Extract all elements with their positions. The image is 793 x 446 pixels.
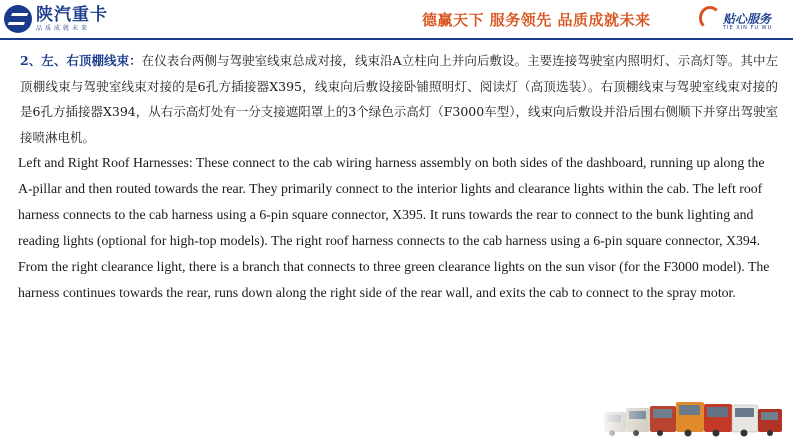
logo-text (36, 4, 108, 32)
slide-content (20, 48, 778, 306)
brand-name: 贴心服务 (723, 12, 772, 26)
logo-title: 陕汽重卡 (36, 4, 108, 25)
chinese-body-text: 在仪表台两侧与驾驶室线束总成对接，线束沿A立柱向上并向后敷设。主要连接驾驶室内照明灯、示高灯等。其中左顶棚线束与驾驶室线束对接的是6孔方插接器X395，线束向后敷设接卧铺照明灯、阅读灯（高顶选装）。右顶棚线束与驾驶室线束对接的是6孔方插接器X394，从右示高灯处有一分支接遮阳罩上的3个绿色示高灯（F3000车型），线束向后敷设并沿后围右侧顺下并穿出驾驶室接喷淋电机。 (20, 53, 779, 145)
slide-header (0, 0, 793, 40)
section-heading: 2、左、右顶棚线束： (20, 53, 142, 68)
logo-subtitle: 品质成就未来 (36, 24, 91, 32)
shaanxi-emblem-icon (4, 5, 32, 33)
company-logo (4, 4, 108, 34)
brand-subtitle: TIE XIN FU WU (723, 25, 773, 31)
brand-swoosh-icon (699, 6, 721, 30)
header-divider (0, 38, 793, 40)
truck-lineup-icon (596, 396, 789, 440)
service-brand-logo (699, 4, 789, 36)
chinese-paragraph (20, 48, 778, 150)
english-paragraph: Left and Right Roof Harnesses: These connect to the cab wiring harness assembly on both sides of the dashboard, running up along the A-pillar and then routed towards the rear. They primarily connect to the interior lights and clearance lights within the cab. The left roof harness connects to the cab harness using a 6-pin square connector, X395. It runs towards the rear to connect to the bunk lighting and reading lights (optional for high-top models). The right roof harness connects to the cab harness using a 6-pin square connector, X394. From the right clearance light, there is a branch that connects to three green clearance lights on the sun visor (for the F3000 model). The harness continues towards the rear, runs down along the right side of the rear wall, and exits the cab to connect to the spray motor. (18, 155, 770, 300)
header-slogan: 德赢天下 服务领先 品质成就未来 (422, 11, 651, 29)
